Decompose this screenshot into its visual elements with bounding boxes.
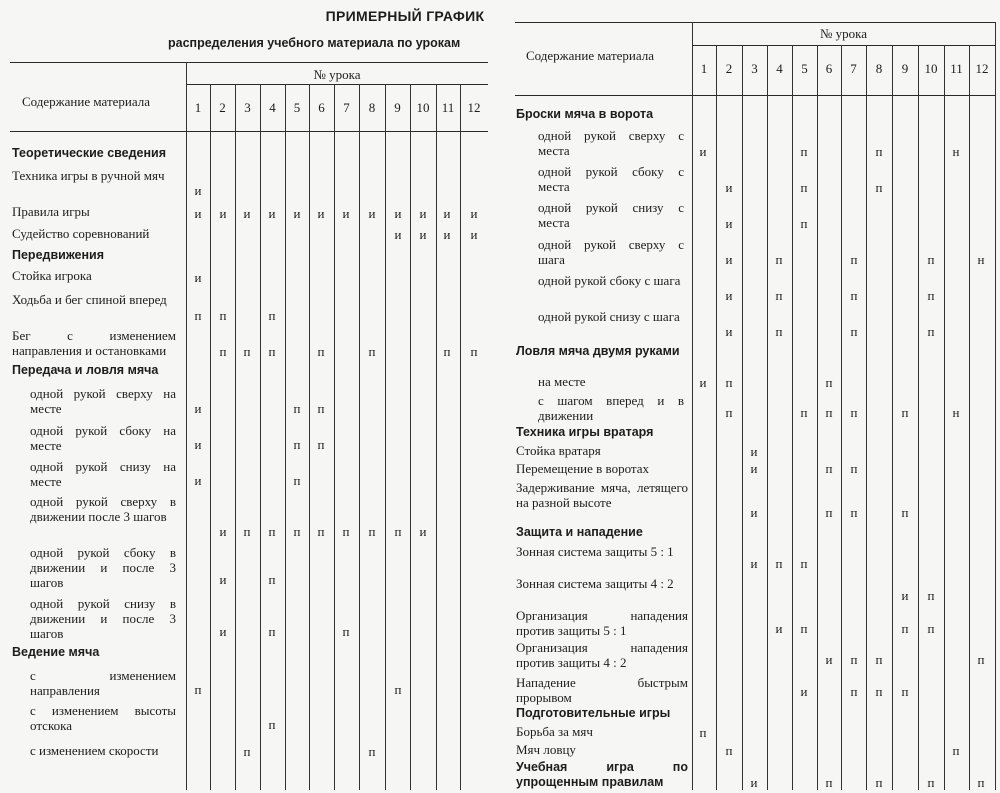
lesson-mark: п	[219, 308, 227, 323]
lesson-header-rule	[186, 84, 488, 85]
lesson-mark: и	[194, 473, 202, 488]
lesson-mark: п	[443, 344, 451, 359]
lesson-mark: и	[901, 588, 909, 603]
lesson-number: 2	[219, 100, 226, 115]
row-label: на месте	[538, 374, 586, 389]
lesson-mark: п	[725, 375, 733, 390]
lesson-mark: п	[293, 473, 301, 488]
column-divider	[460, 84, 461, 790]
lesson-mark: и	[293, 206, 301, 221]
lesson-mark: п	[800, 556, 808, 571]
lesson-number: 5	[293, 100, 301, 115]
lesson-mark: п	[342, 524, 350, 539]
lesson-mark: п	[927, 252, 935, 267]
lesson-mark: п	[927, 288, 935, 303]
column-divider	[892, 45, 893, 790]
section-heading: Передвижения	[12, 248, 105, 262]
content-header: Содержание материала	[526, 48, 654, 63]
section-heading: Учебная игра по упрощенным правилам	[516, 760, 688, 789]
lesson-mark: п	[317, 401, 325, 416]
lesson-mark: п	[800, 621, 808, 636]
table-top-rule	[10, 62, 488, 63]
row-label: Зонная система защиты 5 : 1	[516, 544, 674, 559]
column-divider	[716, 45, 717, 790]
row-label: одной рукой снизу с шага	[538, 309, 680, 324]
column-divider	[359, 84, 360, 790]
lesson-mark: и	[219, 572, 227, 587]
lesson-mark: и	[750, 775, 758, 790]
row-label: Ходьба и бег спиной вперед	[12, 292, 167, 307]
lesson-mark: п	[243, 524, 251, 539]
lesson-mark: п	[775, 288, 783, 303]
column-divider	[817, 45, 818, 790]
lesson-number: 2	[725, 61, 733, 76]
lesson-mark: п	[901, 405, 909, 420]
lesson-mark: и	[750, 461, 758, 476]
column-divider	[995, 22, 996, 790]
lesson-mark: п	[317, 437, 325, 452]
page-subtitle: распределения учебного материала по урокам	[168, 36, 461, 50]
lesson-mark: и	[825, 652, 833, 667]
section-heading: Теоретические сведения	[12, 146, 167, 160]
row-label: Техника игры в ручной мяч	[12, 168, 165, 183]
lesson-mark: п	[875, 652, 883, 667]
lesson-mark: п	[317, 344, 325, 359]
section-heading: Подготовительные игры	[516, 706, 671, 720]
lesson-mark: и	[194, 401, 202, 416]
lesson-number: 1	[194, 100, 202, 115]
lesson-mark: и	[725, 252, 733, 267]
lesson-number: 8	[875, 61, 883, 76]
lesson-mark: и	[699, 375, 707, 390]
lesson-mark: п	[800, 180, 808, 195]
lesson-mark: п	[775, 556, 783, 571]
lesson-mark: и	[342, 206, 350, 221]
lesson-mark: п	[850, 461, 858, 476]
column-divider	[385, 84, 386, 790]
lesson-mark: п	[293, 401, 301, 416]
row-label: Борьба за мяч	[516, 724, 593, 739]
lesson-mark: и	[725, 216, 733, 231]
lesson-mark: п	[800, 144, 808, 159]
lesson-mark: и	[317, 206, 325, 221]
lesson-mark: п	[825, 775, 833, 790]
lesson-mark: п	[800, 405, 808, 420]
lesson-mark: п	[268, 717, 276, 732]
row-label: одной рукой сбоку в движении и после 3 шагов	[30, 545, 176, 590]
column-divider	[767, 45, 768, 790]
lesson-mark: п	[194, 308, 202, 323]
lesson-mark: и	[394, 206, 402, 221]
row-label: Правила игры	[12, 204, 90, 219]
lesson-mark: п	[394, 682, 402, 697]
lesson-mark: п	[850, 405, 858, 420]
lesson-header-rule	[692, 45, 995, 46]
section-heading: Защита и нападение	[516, 525, 643, 539]
lesson-mark: и	[775, 621, 783, 636]
lesson-mark: и	[443, 206, 451, 221]
lesson-mark: п	[394, 524, 402, 539]
lesson-mark: п	[268, 308, 276, 323]
lesson-mark: и	[243, 206, 251, 221]
lesson-mark: и	[219, 624, 227, 639]
lesson-number: 6	[318, 100, 325, 115]
lesson-mark: и	[725, 180, 733, 195]
lesson-number: 3	[244, 100, 251, 115]
lesson-mark: п	[901, 505, 909, 520]
row-label: Организация нападения против защиты 4 : 2	[516, 640, 688, 670]
header-bottom-rule	[10, 131, 488, 132]
row-label: одной рукой сбоку на месте	[30, 423, 176, 453]
lesson-mark: п	[219, 344, 227, 359]
column-divider	[309, 84, 310, 790]
row-label: Бег с изменением направления и остановками	[12, 328, 176, 358]
lesson-mark: п	[293, 437, 301, 452]
column-divider	[866, 45, 867, 790]
row-label: с изменением высоты отскока	[30, 703, 176, 733]
lesson-mark: п	[850, 324, 858, 339]
lesson-mark: и	[725, 288, 733, 303]
lesson-mark: и	[394, 227, 402, 242]
column-divider	[334, 84, 335, 790]
lesson-mark: п	[850, 652, 858, 667]
lesson-mark: п	[268, 572, 276, 587]
row-label: одной рукой снизу в движении и после 3 шагов	[30, 596, 176, 641]
row-label: одной рукой сбоку с места	[538, 164, 684, 194]
lesson-mark: п	[927, 621, 935, 636]
lesson-mark: п	[825, 461, 833, 476]
lesson-mark: и	[194, 206, 202, 221]
section-heading: Броски мяча в ворота	[516, 107, 654, 121]
row-label: одной рукой сверху с шага	[538, 237, 684, 267]
lesson-mark: п	[725, 743, 733, 758]
lesson-mark: и	[470, 227, 478, 242]
column-divider	[692, 22, 693, 790]
row-label: одной рукой сверху в движении после 3 шагов	[30, 494, 176, 524]
row-label: одной рукой сверху с места	[538, 128, 684, 158]
lesson-number: 1	[700, 61, 708, 76]
content-header: Содержание материала	[22, 94, 150, 109]
column-divider	[235, 84, 236, 790]
column-divider	[841, 45, 842, 790]
lesson-number: 3	[751, 61, 758, 76]
row-label: одной рукой снизу с места	[538, 200, 684, 230]
row-label: одной рукой снизу на месте	[30, 459, 176, 489]
lesson-mark: и	[194, 437, 202, 452]
lesson-mark: п	[725, 405, 733, 420]
lesson-mark: п	[927, 324, 935, 339]
lesson-mark: п	[850, 684, 858, 699]
lesson-mark: п	[875, 180, 883, 195]
lesson-mark: п	[927, 588, 935, 603]
lesson-mark: п	[800, 216, 808, 231]
lesson-mark: и	[219, 524, 227, 539]
lesson-mark: п	[850, 252, 858, 267]
column-divider	[260, 84, 261, 790]
column-divider	[410, 84, 411, 790]
section-heading: Ведение мяча	[12, 645, 100, 659]
lesson-mark: и	[419, 227, 427, 242]
row-label: Перемещение в воротах	[516, 461, 650, 476]
lesson-number: 8	[368, 100, 376, 115]
column-divider	[285, 84, 286, 790]
lesson-number: 11	[441, 100, 455, 115]
row-label: с изменением скорости	[30, 743, 159, 758]
lesson-mark: п	[977, 652, 985, 667]
column-divider	[186, 62, 187, 790]
lesson-mark: п	[850, 505, 858, 520]
lesson-mark: и	[194, 183, 202, 198]
lesson-number: 5	[801, 61, 808, 76]
lesson-mark: п	[699, 725, 707, 740]
lesson-number: 4	[776, 61, 783, 76]
row-label: с шагом вперед и в движении	[538, 393, 684, 423]
lesson-mark: п	[952, 743, 960, 758]
lesson-number: 9	[394, 100, 401, 115]
lesson-mark: п	[194, 682, 202, 697]
lesson-mark: и	[268, 206, 276, 221]
lesson-mark: п	[875, 684, 883, 699]
row-label: Стойка вратаря	[516, 443, 601, 458]
lesson-number: 6	[825, 61, 833, 76]
column-divider	[969, 45, 970, 790]
lesson-mark: п	[901, 684, 909, 699]
lesson-mark: п	[875, 775, 883, 790]
row-label: Организация нападения против защиты 5 : 1	[516, 608, 688, 638]
lesson-mark: и	[750, 444, 758, 459]
row-label: с изменением направления	[30, 668, 176, 698]
lesson-mark: и	[219, 206, 227, 221]
lessons-header: № урока	[819, 26, 868, 41]
row-label: одной рукой сбоку с шага	[538, 273, 681, 288]
lesson-mark: п	[317, 524, 325, 539]
lesson-number: 12	[467, 100, 481, 115]
lesson-number: 9	[901, 61, 909, 76]
header-bottom-rule	[515, 95, 995, 96]
lesson-mark: и	[419, 206, 427, 221]
lesson-mark: п	[470, 344, 478, 359]
lesson-mark: п	[243, 344, 251, 359]
column-divider	[918, 45, 919, 790]
lesson-mark: н	[952, 144, 960, 159]
section-heading: Ловля мяча двумя руками	[516, 344, 680, 358]
row-label: Мяч ловцу	[516, 742, 576, 757]
lesson-mark: и	[750, 505, 758, 520]
row-label: одной рукой сверху на месте	[30, 386, 176, 416]
lesson-mark: п	[825, 505, 833, 520]
lesson-mark: и	[443, 227, 451, 242]
lesson-mark: и	[194, 270, 202, 285]
lesson-number: 7	[850, 61, 857, 76]
lesson-mark: п	[927, 775, 935, 790]
lessons-header: № урока	[313, 67, 361, 82]
lesson-mark: п	[243, 744, 251, 759]
lesson-mark: и	[800, 684, 808, 699]
lesson-number: 11	[950, 61, 963, 76]
lesson-mark: п	[368, 744, 376, 759]
lesson-number: 4	[269, 100, 276, 115]
lesson-mark: п	[850, 288, 858, 303]
lesson-number: 10	[924, 61, 938, 76]
section-heading: Техника игры вратаря	[516, 425, 654, 439]
row-label: Нападение быстрым прорывом	[516, 675, 688, 705]
lesson-mark: п	[875, 144, 883, 159]
row-label: Судейство соревнований	[12, 226, 150, 241]
lesson-mark: п	[825, 405, 833, 420]
lesson-mark: и	[699, 144, 707, 159]
table-top-rule	[515, 22, 995, 23]
lesson-mark: п	[775, 324, 783, 339]
lesson-mark: п	[901, 621, 909, 636]
column-divider	[944, 45, 945, 790]
lesson-mark: п	[268, 344, 276, 359]
lesson-mark: п	[977, 775, 985, 790]
column-divider	[792, 45, 793, 790]
lesson-mark: и	[419, 524, 427, 539]
lesson-mark: и	[368, 206, 376, 221]
column-divider	[436, 84, 437, 790]
lesson-mark: п	[368, 524, 376, 539]
column-divider	[742, 45, 743, 790]
lesson-mark: и	[725, 324, 733, 339]
lesson-mark: п	[775, 252, 783, 267]
column-divider	[210, 84, 211, 790]
lesson-mark: и	[470, 206, 478, 221]
lesson-mark: п	[368, 344, 376, 359]
lesson-number: 10	[416, 100, 430, 115]
section-heading: Передача и ловля мяча	[12, 363, 159, 377]
lesson-mark: н	[952, 405, 960, 420]
lesson-mark: и	[750, 556, 758, 571]
lesson-mark: п	[268, 524, 276, 539]
lesson-mark: п	[342, 624, 350, 639]
lesson-mark: п	[268, 624, 276, 639]
lesson-mark: п	[825, 375, 833, 390]
row-label: Стойка игрока	[12, 268, 92, 283]
lesson-number: 7	[343, 100, 350, 115]
page-title: ПРИМЕРНЫЙ ГРАФИК	[325, 8, 485, 24]
lesson-mark: п	[293, 524, 301, 539]
lesson-mark: н	[977, 252, 985, 267]
row-label: Задерживание мяча, летящего на разной высоте	[516, 480, 688, 510]
row-label: Зонная система защиты 4 : 2	[516, 576, 674, 591]
lesson-number: 12	[975, 61, 989, 76]
